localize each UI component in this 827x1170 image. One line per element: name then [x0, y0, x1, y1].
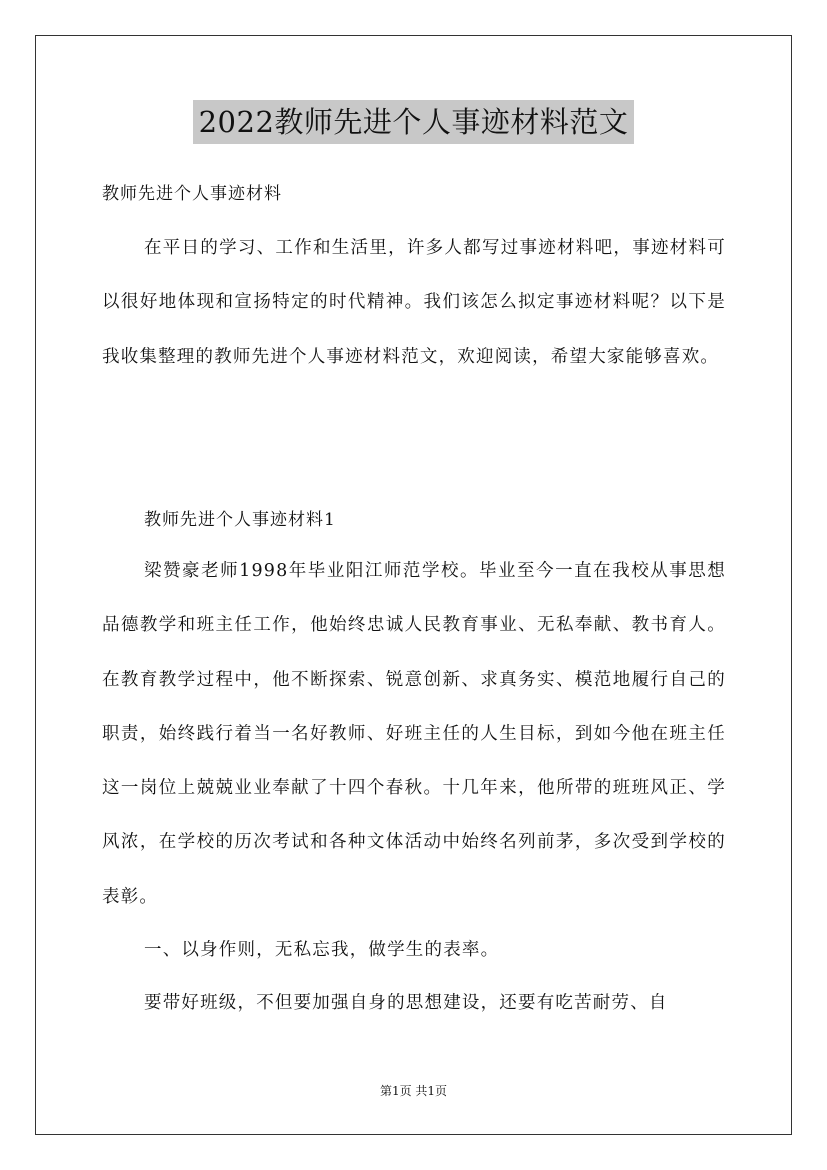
page-footer [0, 1083, 827, 1099]
document-title: 2022教师先进个人事迹材料范文 [193, 100, 635, 144]
intro-paragraph: 在平日的学习、工作和生活里，许多人都写过事迹材料吧，事迹材料可以很好地体现和宣扬特定的时代精神。我们该怎么拟定事迹材料呢？以下是我收集整理的教师先进个人事迹材料范文，欢迎阅读，希望大家能够喜欢。 [102, 238, 726, 367]
point-one-body-paragraph: 要带好班级，不但要加强自身的思想建设，还要有吃苦耐劳、自 [144, 993, 668, 1013]
point-one-heading: 一、以身作则，无私忘我，做学生的表率。 [144, 940, 500, 960]
document-subheading: 教师先进个人事迹材料 [102, 184, 282, 204]
page-number-label: 第1页 共1页 [379, 1084, 448, 1098]
section-title: 教师先进个人事迹材料1 [144, 510, 336, 530]
section-body-paragraph: 梁赞豪老师1998年毕业阳江师范学校。毕业至今一直在我校从事思想品德教学和班主任工作，他始终忠诚人民教育事业、无私奉献、教书育人。在教育教学过程中，他不断探索、锐意创新、求真务实、模范地履行自己的职责，始终践行着当一名好教师、好班主任的人生目标，到如今他在班主任这一岗位上兢兢业业奉献了十四个春秋。十几年来，他所带的班班风正、学风浓，在学校的历次考试和各种文体活动中始终名列前茅，多次受到学校的表彰。 [102, 561, 726, 907]
